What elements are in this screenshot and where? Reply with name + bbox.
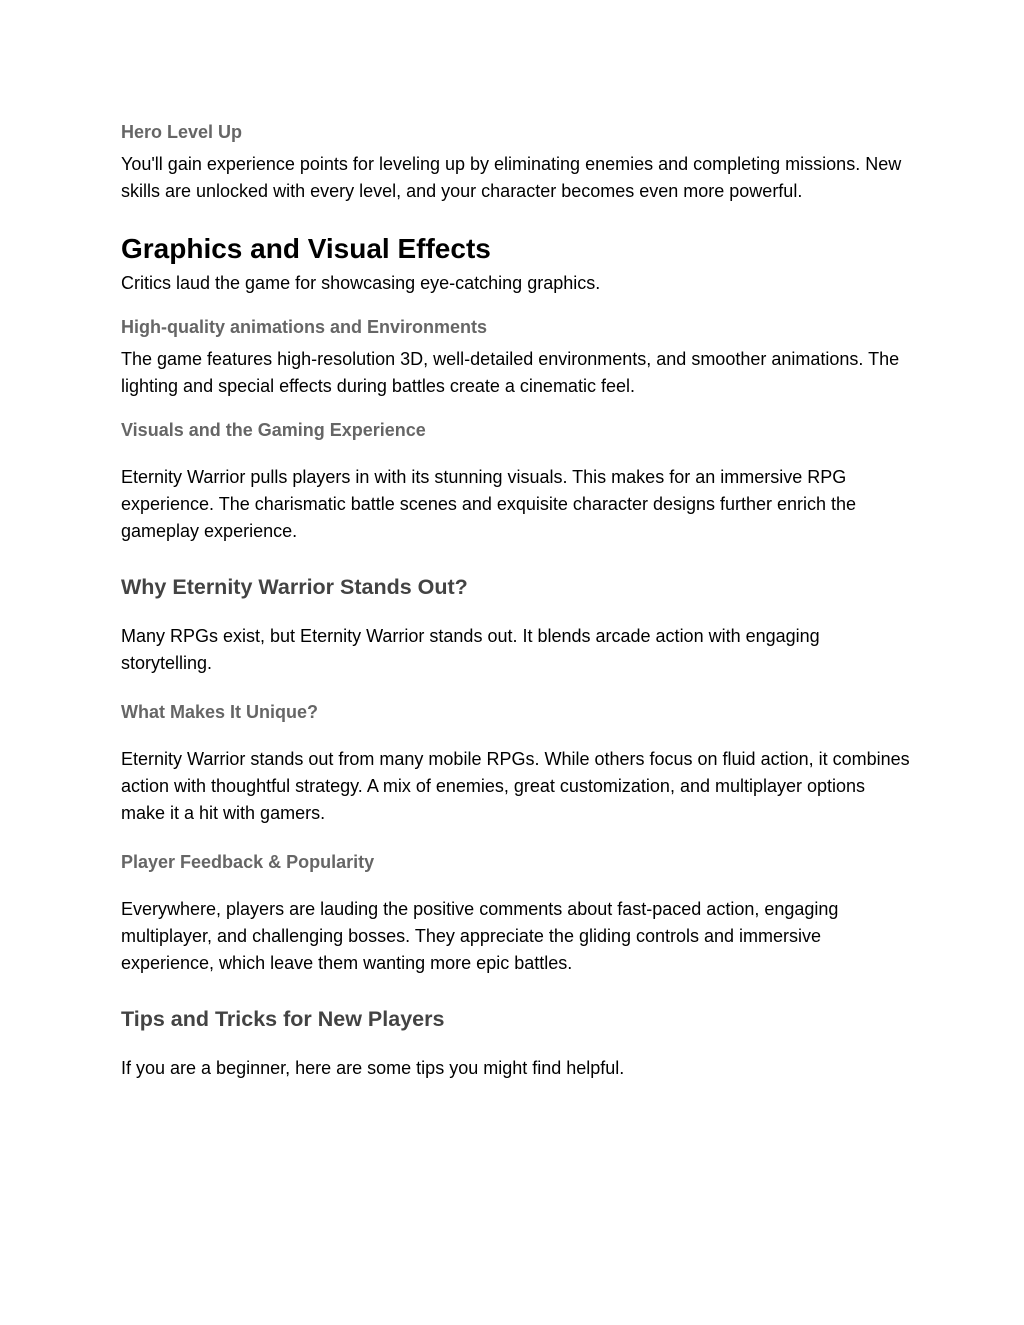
document-page — [121, 120, 911, 1082]
feedback-paragraph: Everywhere, players are lauding the positive comments about fast-paced action, engaging multiplayer, and challenging bosses. They appreciate the gliding controls and immersive experience, which leave them wanting more epic battles. — [121, 899, 839, 973]
animations-heading: High-quality animations and Environments — [121, 317, 488, 337]
hero-level-up-paragraph: You'll gain experience points for leveling up by eliminating enemies and completing missions. New skills are unlocked with every level, and your character becomes even more powerful. — [121, 154, 902, 201]
animations-paragraph: The game features high-resolution 3D, well-detailed environments, and smoother animations. The lighting and special effects during battles create a cinematic feel. — [121, 349, 900, 396]
tips-heading: Tips and Tricks for New Players — [121, 1007, 445, 1031]
stands-out-heading: Why Eternity Warrior Stands Out? — [121, 575, 468, 599]
visuals-heading: Visuals and the Gaming Experience — [121, 420, 426, 440]
unique-paragraph: Eternity Warrior stands out from many mobile RPGs. While others focus on fluid action, it combines action with thoughtful strategy. A mix of enemies, great customization, and multiplayer options make it a hit with gamers. — [121, 749, 910, 823]
hero-level-up-heading: Hero Level Up — [121, 122, 243, 142]
graphics-intro-paragraph: Critics laud the game for showcasing eye-catching graphics. — [121, 273, 601, 293]
stands-out-intro-paragraph: Many RPGs exist, but Eternity Warrior stands out. It blends arcade action with engaging storytelling. — [121, 626, 820, 673]
unique-heading: What Makes It Unique? — [121, 702, 319, 722]
graphics-heading: Graphics and Visual Effects — [121, 233, 491, 264]
feedback-heading: Player Feedback & Popularity — [121, 852, 375, 872]
visuals-paragraph: Eternity Warrior pulls players in with its stunning visuals. This makes for an immersive RPG experience. The charismatic battle scenes and exquisite character designs further enrich the gameplay experience. — [121, 467, 857, 541]
tips-intro-paragraph: If you are a beginner, here are some tips you might find helpful. — [121, 1058, 625, 1078]
